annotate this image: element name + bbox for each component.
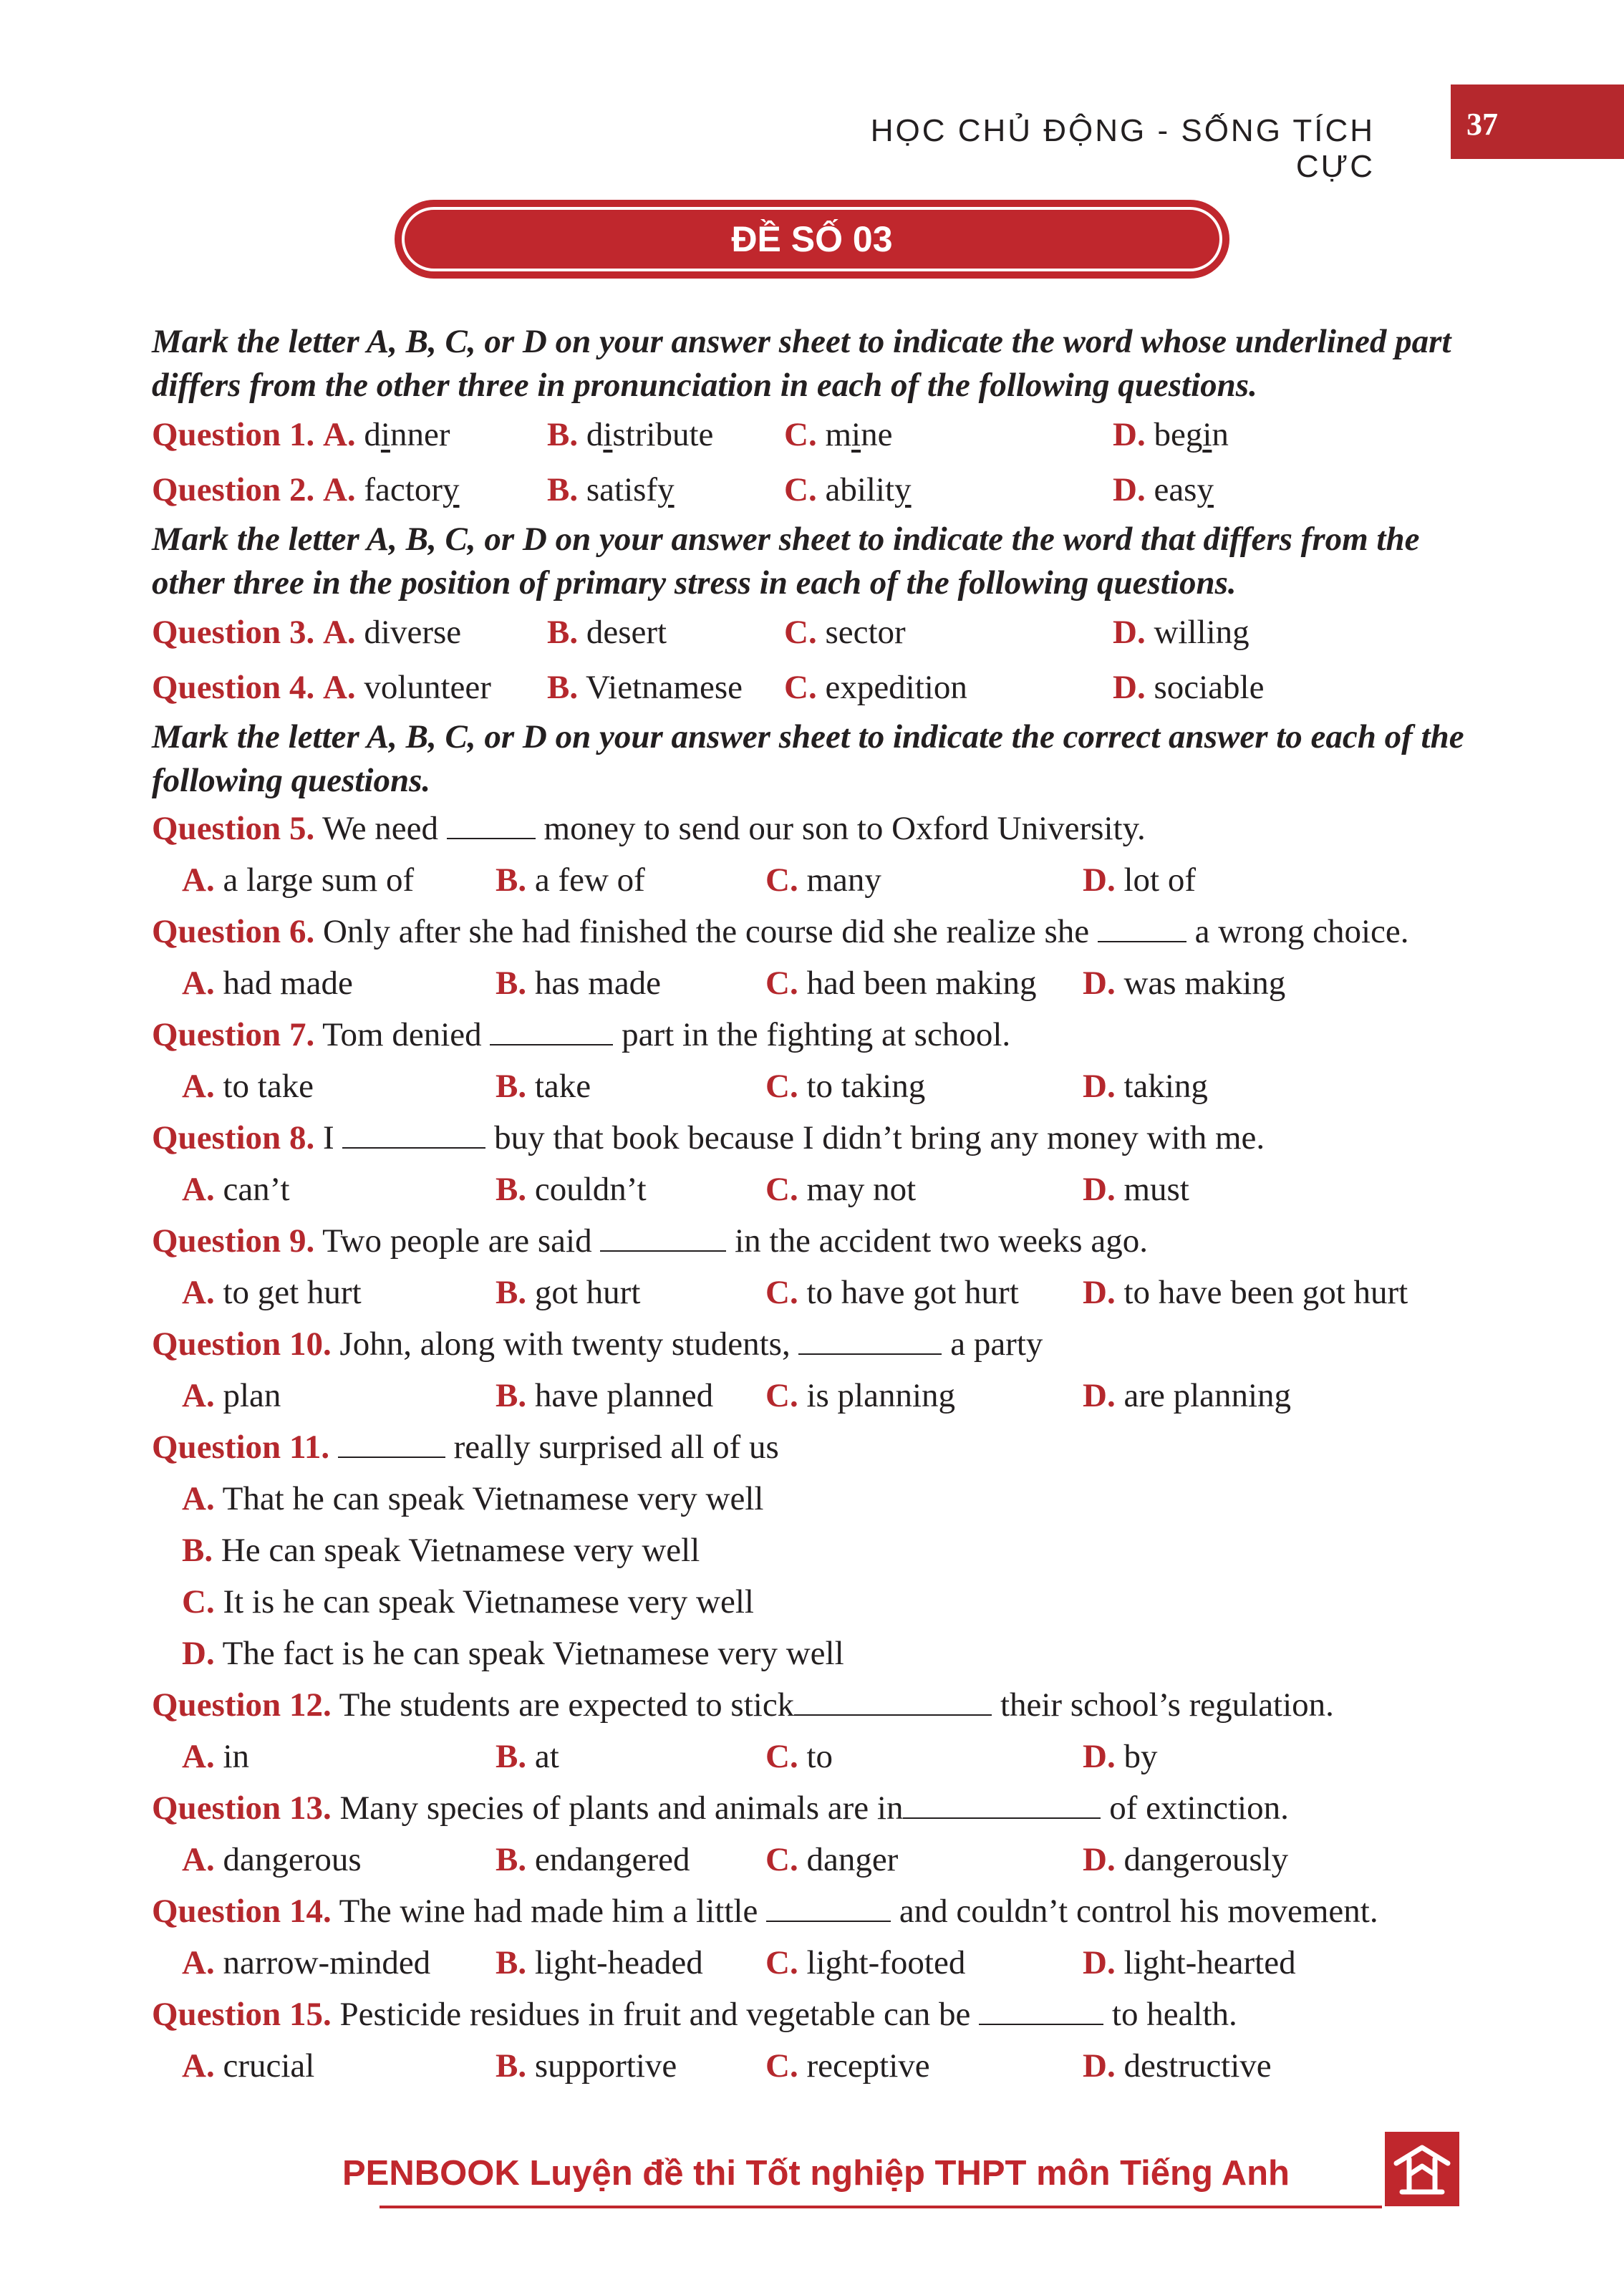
options-6: A. had made B. has made C. had been making D. was making xyxy=(182,965,1286,1002)
question-label: Question 6. xyxy=(152,913,315,950)
answer-blank xyxy=(342,1119,485,1149)
options-7: A. to take B. take C. to taking D. taking xyxy=(182,1068,1208,1105)
answer-blank xyxy=(447,809,536,839)
options-9: A. to get hurt B. got hurt C. to have got hurt D. to have been got hurt xyxy=(182,1274,1408,1311)
question-1: Question 1. A. dinner B. distribute C. mine D. begin xyxy=(152,416,1229,453)
answer-blank xyxy=(798,1325,942,1355)
answer-blank xyxy=(600,1222,726,1252)
answer-blank xyxy=(338,1428,445,1458)
answer-blank xyxy=(490,1015,613,1045)
question-9: Question 9. Two people are said in the accident two weeks ago. xyxy=(152,1222,1148,1260)
question-15: Question 15. Pesticide residues in fruit and vegetable can be to health. xyxy=(152,1996,1237,2033)
running-header: HỌC CHỦ ĐỘNG - SỐNG TÍCH CỰC xyxy=(870,113,1375,184)
page-number: 37 xyxy=(1451,84,1624,159)
question-label: Question 12. xyxy=(152,1686,332,1724)
question-6: Question 6. Only after she had finished the course did she realize she a wrong choice. xyxy=(152,913,1409,950)
instruction-grammar: Mark the letter A, B, C, or D on your answer sheet to indicate the correct answer to each of the following questions. xyxy=(152,718,1464,799)
option-11-c: C. It is he can speak Vietnamese very well xyxy=(182,1583,754,1620)
option-11-b: B. He can speak Vietnamese very well xyxy=(182,1532,700,1569)
question-13: Question 13. Many species of plants and animals are in of extinction. xyxy=(152,1789,1289,1827)
option-11-d: D. The fact is he can speak Vietnamese very well xyxy=(182,1635,844,1672)
question-2: Question 2. A. factory B. satisfy C. ability D. easy xyxy=(152,471,1214,508)
answer-blank xyxy=(1098,912,1186,942)
options-14: A. narrow-minded B. light-headed C. light-footed D. light-hearted xyxy=(182,1944,1296,1981)
question-label: Question 5. xyxy=(152,810,315,847)
question-8: Question 8. I buy that book because I didn’t bring any money with me. xyxy=(152,1119,1265,1156)
options-15: A. crucial B. supportive C. receptive D. destructive xyxy=(182,2047,1272,2085)
answer-blank xyxy=(766,1892,891,1922)
options-12: A. in B. at C. to D. by xyxy=(182,1738,1158,1775)
instruction-pronunciation: Mark the letter A, B, C, or D on your answer sheet to indicate the word whose underlined part differs from the other three in pronunciation in each of the following questions. xyxy=(152,323,1451,404)
options-10: A. plan B. have planned C. is planning D. are planning xyxy=(182,1377,1292,1414)
exam-title: ĐỀ SỐ 03 xyxy=(402,207,1222,271)
options-8: A. can’t B. couldn’t C. may not D. must xyxy=(182,1171,1189,1208)
answer-blank xyxy=(979,1995,1103,2025)
question-label: Question 3. xyxy=(152,614,315,651)
question-label: Question 7. xyxy=(152,1016,315,1053)
question-5: Question 5. We need money to send our son to Oxford University. xyxy=(152,810,1146,847)
question-label: Question 8. xyxy=(152,1119,315,1156)
penbook-logo-icon xyxy=(1385,2132,1459,2206)
question-label: Question 9. xyxy=(152,1222,315,1260)
answer-blank xyxy=(794,1686,992,1716)
footer-divider xyxy=(380,2206,1382,2208)
question-14: Question 14. The wine had made him a little and couldn’t control his movement. xyxy=(152,1893,1378,1930)
exam-content xyxy=(152,320,1484,2092)
question-11: Question 11. really surprised all of us xyxy=(152,1429,779,1466)
instruction-stress: Mark the letter A, B, C, or D on your answer sheet to indicate the word that differs from the other three in the position of primary stress in each of the following questions. xyxy=(152,521,1420,602)
question-label: Question 1. xyxy=(152,416,315,453)
question-7: Question 7. Tom denied part in the fighting at school. xyxy=(152,1016,1011,1053)
question-label: Question 4. xyxy=(152,669,315,706)
logo-mark-icon xyxy=(1385,2132,1459,2206)
question-12: Question 12. The students are expected to stick their school’s regulation. xyxy=(152,1686,1334,1724)
question-label: Question 15. xyxy=(152,1996,332,2033)
question-4: Question 4. A. volunteer B. Vietnamese C. expedition D. sociable xyxy=(152,669,1265,706)
question-10: Question 10. John, along with twenty students, a party xyxy=(152,1325,1043,1363)
options-13: A. dangerous B. endangered C. danger D. dangerously xyxy=(182,1841,1289,1878)
question-label: Question 14. xyxy=(152,1893,332,1930)
footer-title: PENBOOK Luyện đề thi Tốt nghiệp THPT môn Tiếng Anh xyxy=(342,2154,1290,2193)
question-3: Question 3. A. diverse B. desert C. sector D. willing xyxy=(152,614,1250,651)
exam-title-banner xyxy=(395,200,1229,279)
question-label: Question 2. xyxy=(152,471,315,508)
answer-blank xyxy=(903,1789,1101,1819)
options-5: A. a large sum of B. a few of C. many D. lot of xyxy=(182,861,1196,899)
question-label: Question 11. xyxy=(152,1429,330,1466)
question-label: Question 13. xyxy=(152,1789,332,1827)
option-letter: A. xyxy=(322,416,356,453)
question-label: Question 10. xyxy=(152,1325,332,1363)
option-11-a: A. That he can speak Vietnamese very well xyxy=(182,1480,764,1517)
